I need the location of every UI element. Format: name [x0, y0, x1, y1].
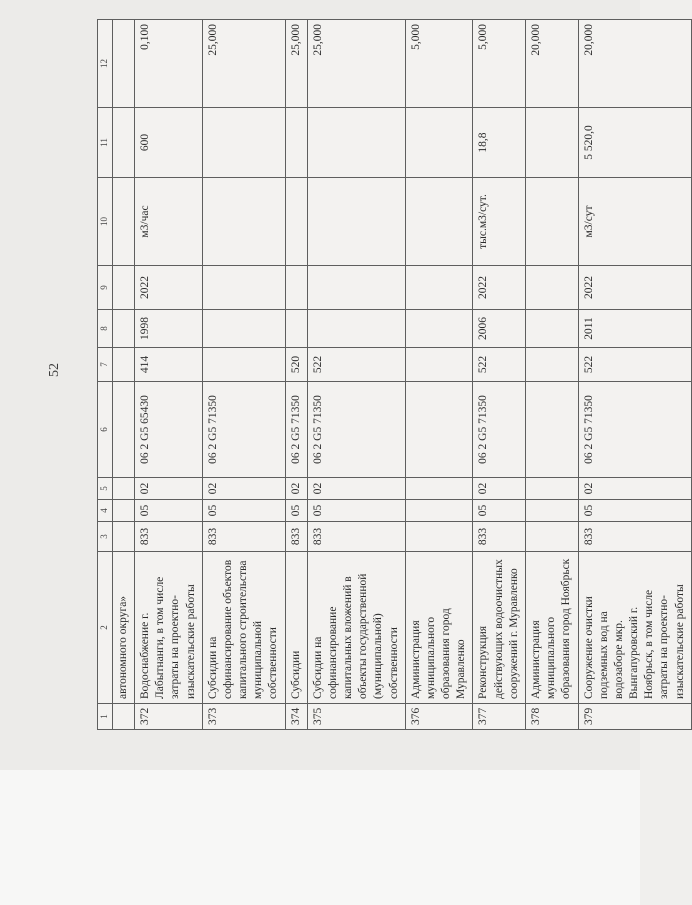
table-row [526, 20, 579, 730]
table-cell-col6: 06 2 G5 71350 [473, 382, 526, 478]
table-cell-col7 [112, 348, 134, 382]
table-cell-col1: 372 [135, 704, 203, 730]
table-cell-col4: 05 [202, 500, 285, 522]
table-cell-col11 [526, 108, 579, 178]
table-cell-col6: 06 2 G5 71350 [202, 382, 285, 478]
header-cell: 3 [98, 522, 113, 552]
header-cell: 11 [98, 108, 113, 178]
table-cell-col7: 522 [578, 348, 691, 382]
table-cell-col3: 833 [307, 522, 405, 552]
table-cell-col9 [405, 266, 473, 310]
table-cell-col8: 2006 [473, 310, 526, 348]
table-cell-col11 [202, 108, 285, 178]
table-cell-col1: 374 [285, 704, 307, 730]
table-cell-col1: 378 [526, 704, 579, 730]
table-cell-col10 [526, 178, 579, 266]
table-cell-col7: 522 [307, 348, 405, 382]
table-cell-col11: 18,8 [473, 108, 526, 178]
table-cell-col1: 379 [578, 704, 691, 730]
table-cell-col11: 600 [135, 108, 203, 178]
table-cell-col2: Субсидии [285, 552, 307, 704]
table-cell-col11: 5 520,0 [578, 108, 691, 178]
table-cell-col8: 1998 [135, 310, 203, 348]
table-cell-col4: 05 [473, 500, 526, 522]
table-row [307, 20, 405, 730]
table-cell-col9 [202, 266, 285, 310]
table-cell-col3: 833 [578, 522, 691, 552]
table-row [112, 20, 134, 730]
table-cell-col10 [112, 178, 134, 266]
table-cell-col12: 20,000 [526, 20, 579, 108]
table-cell-col2: Сооружение очистки подземных вод на водозаборе мкр. Вынгапуровский г. Ноябрьск, в том числе затраты на проектно-изыскательские работы [578, 552, 691, 704]
scan-background [0, 770, 640, 905]
table-cell-col10 [202, 178, 285, 266]
table-cell-col6: 06 2 G5 71350 [307, 382, 405, 478]
table-cell-col8 [285, 310, 307, 348]
table-cell-col9 [526, 266, 579, 310]
table-cell-col12: 0,100 [135, 20, 203, 108]
table-cell-col7: 414 [135, 348, 203, 382]
table-cell-col4: 05 [578, 500, 691, 522]
table-cell-col4: 05 [135, 500, 203, 522]
header-cell: 1 [98, 704, 113, 730]
table-cell-col10 [307, 178, 405, 266]
table-cell-col1: 377 [473, 704, 526, 730]
header-cell: 12 [98, 20, 113, 108]
table-cell-col7: 522 [473, 348, 526, 382]
table-cell-col3: 833 [473, 522, 526, 552]
table-row [405, 20, 473, 730]
table-cell-col12: 25,000 [285, 20, 307, 108]
table-cell-col4: 05 [307, 500, 405, 522]
table-cell-col12: 20,000 [578, 20, 691, 108]
table-cell-col10 [285, 178, 307, 266]
table-cell-col3: 833 [135, 522, 203, 552]
header-cell: 8 [98, 310, 113, 348]
header-cell: 4 [98, 500, 113, 522]
table-cell-col2: Реконструкция действующих водоочистных сооружений г. Муравленко [473, 552, 526, 704]
table-cell-col1: 373 [202, 704, 285, 730]
table-row [473, 20, 526, 730]
table-cell-col4: 05 [285, 500, 307, 522]
table-cell-col3 [405, 522, 473, 552]
table-cell-col2: Субсидии на софинансирование объектов капитального строительства муниципальной собственности [202, 552, 285, 704]
table-cell-col9: 2022 [473, 266, 526, 310]
table-cell-col2: Субсидии на софинансирование капитальных вложений в объекты государственной (муниципальной) собственности [307, 552, 405, 704]
table-row [578, 20, 691, 730]
table-cell-col7 [405, 348, 473, 382]
table-cell-col7 [202, 348, 285, 382]
table-cell-col12 [112, 20, 134, 108]
table-cell-col6 [526, 382, 579, 478]
table-cell-col10: м3/сут [578, 178, 691, 266]
table-cell-col5 [112, 478, 134, 500]
table-cell-col11 [405, 108, 473, 178]
table-cell-col5: 02 [473, 478, 526, 500]
table-cell-col6: 06 2 G5 71350 [285, 382, 307, 478]
table-cell-col11 [112, 108, 134, 178]
table-cell-col1 [112, 704, 134, 730]
table-cell-col8 [112, 310, 134, 348]
table-cell-col5: 02 [202, 478, 285, 500]
table-cell-col3 [526, 522, 579, 552]
table-cell-col9: 2022 [578, 266, 691, 310]
table-cell-col2: Администрация муниципального образования город Муравленко [405, 552, 473, 704]
header-cell: 9 [98, 266, 113, 310]
table-cell-col9 [285, 266, 307, 310]
table-cell-col2: Администрация муниципального образования город Ноябрьск [526, 552, 579, 704]
table-cell-col2: Водоснабжение г. Лабытнанги, в том числе затраты на проектно-изыскательские работы [135, 552, 203, 704]
table-cell-col9 [112, 266, 134, 310]
table-cell-col5 [526, 478, 579, 500]
table-cell-col5: 02 [135, 478, 203, 500]
table-cell-col1: 376 [405, 704, 473, 730]
table-cell-col8 [307, 310, 405, 348]
table-cell-col11 [285, 108, 307, 178]
table-cell-col10: тыс.м3/сут. [473, 178, 526, 266]
page-number: 52 [47, 363, 62, 377]
table-cell-col12: 25,000 [202, 20, 285, 108]
table-cell-col5: 02 [285, 478, 307, 500]
header-cell: 10 [98, 178, 113, 266]
table-cell-col8 [405, 310, 473, 348]
table-cell-col8 [526, 310, 579, 348]
table-cell-col3: 833 [285, 522, 307, 552]
table-cell-col2: автономного округа» [112, 552, 134, 704]
table-cell-col12: 5,000 [473, 20, 526, 108]
table-cell-col1: 375 [307, 704, 405, 730]
header-cell: 7 [98, 348, 113, 382]
table-cell-col6: 06 2 G5 65430 [135, 382, 203, 478]
header-cell: 2 [98, 552, 113, 704]
table-cell-col4 [112, 500, 134, 522]
table-cell-col8 [202, 310, 285, 348]
table-row [202, 20, 285, 730]
table-cell-col12: 25,000 [307, 20, 405, 108]
budget-table [97, 19, 692, 730]
table-cell-col9 [307, 266, 405, 310]
table-cell-col8: 2011 [578, 310, 691, 348]
table-cell-col9: 2022 [135, 266, 203, 310]
table-cell-col6 [112, 382, 134, 478]
table-cell-col4 [526, 500, 579, 522]
header-row [98, 20, 113, 730]
table-cell-col4 [405, 500, 473, 522]
table-row [285, 20, 307, 730]
table-cell-col10: м3/час [135, 178, 203, 266]
table-row [135, 20, 203, 730]
table-cell-col12: 5,000 [405, 20, 473, 108]
table-cell-col10 [405, 178, 473, 266]
table-cell-col7 [526, 348, 579, 382]
table-cell-col6 [405, 382, 473, 478]
table-cell-col11 [307, 108, 405, 178]
rotated-table-wrapper [97, 20, 686, 730]
header-cell: 6 [98, 382, 113, 478]
table-cell-col3: 833 [202, 522, 285, 552]
table-cell-col7: 520 [285, 348, 307, 382]
table-cell-col5: 02 [578, 478, 691, 500]
header-cell: 5 [98, 478, 113, 500]
table-cell-col5 [405, 478, 473, 500]
table-cell-col3 [112, 522, 134, 552]
table-cell-col5: 02 [307, 478, 405, 500]
table-cell-col6: 06 2 G5 71350 [578, 382, 691, 478]
